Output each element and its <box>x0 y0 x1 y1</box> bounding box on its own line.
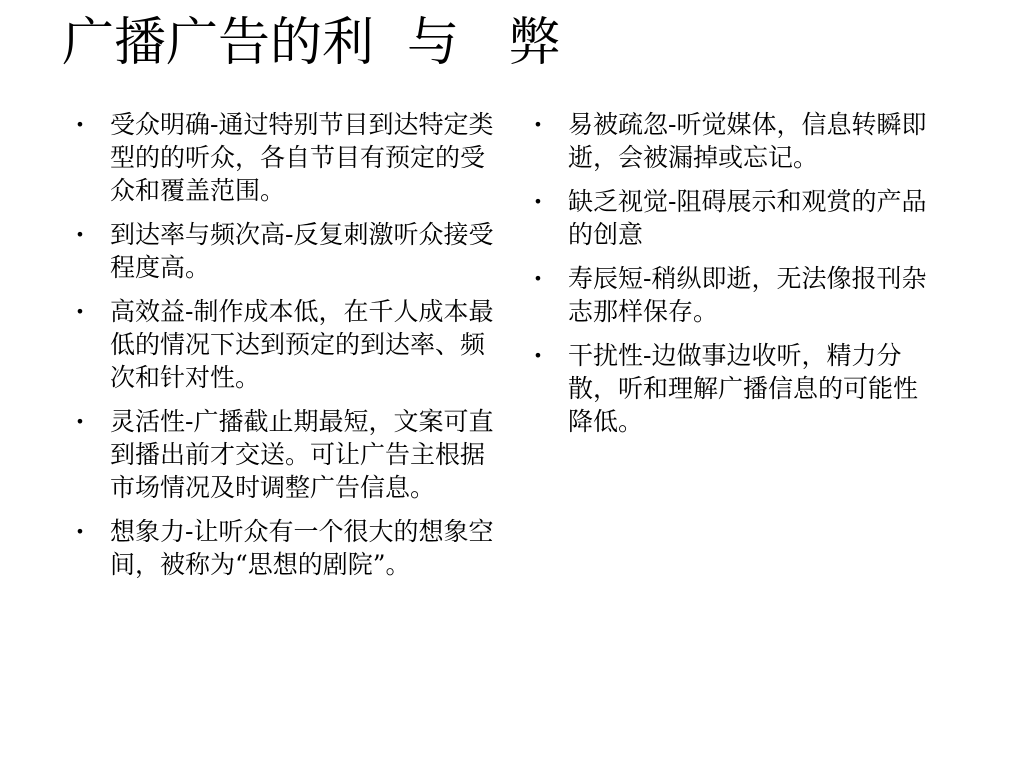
disadvantage-item <box>528 262 928 328</box>
bullet-icon: • <box>533 346 543 365</box>
advantage-item <box>70 405 500 504</box>
advantage-text: 高效益-制作成本低，在千人成本最低的情况下达到预定的到达率、频次和针对性。 <box>110 297 494 392</box>
advantage-text: 灵活性-广播截止期最短，文案可直到播出前才交送。可让广告主根据市场情况及时调整广告信息。 <box>110 407 494 502</box>
bullet-icon: • <box>75 522 85 541</box>
disadvantage-item <box>528 185 928 251</box>
disadvantage-text: 干扰性-边做事边收听，精力分散，听和理解广播信息的可能性降低。 <box>568 341 919 436</box>
advantage-text: 到达率与频次高-反复刺激听众接受程度高。 <box>110 220 494 282</box>
advantage-text: 想象力-让听众有一个很大的想象空间，被称为“思想的剧院”。 <box>110 517 494 579</box>
disadvantage-item <box>528 108 928 174</box>
disadvantage-text: 寿辰短-稍纵即逝，无法像报刊杂志那样保存。 <box>568 264 927 326</box>
disadvantages-list <box>528 108 928 449</box>
bullet-icon: • <box>533 115 543 134</box>
disadvantage-item <box>528 339 928 438</box>
advantage-item <box>70 218 500 284</box>
disadvantage-text: 易被疏忽-听觉媒体，信息转瞬即逝，会被漏掉或忘记。 <box>568 110 927 172</box>
bullet-icon: • <box>533 192 543 211</box>
disadvantage-text: 缺乏视觉-阻碍展示和观赏的产品的创意 <box>568 187 927 249</box>
advantage-item <box>70 515 500 581</box>
bullet-icon: • <box>75 115 85 134</box>
bullet-icon: • <box>533 269 543 288</box>
advantage-item <box>70 295 500 394</box>
bullet-icon: • <box>75 225 85 244</box>
advantage-text: 受众明确-通过特别节目到达特定类型的的听众，各自节目有预定的受众和覆盖范围。 <box>110 110 494 205</box>
bullet-icon: • <box>75 302 85 321</box>
advantage-item <box>70 108 500 207</box>
advantages-list <box>70 108 500 592</box>
slide-title: 广播广告的利 与 弊 <box>62 13 561 73</box>
bullet-icon: • <box>75 412 85 431</box>
